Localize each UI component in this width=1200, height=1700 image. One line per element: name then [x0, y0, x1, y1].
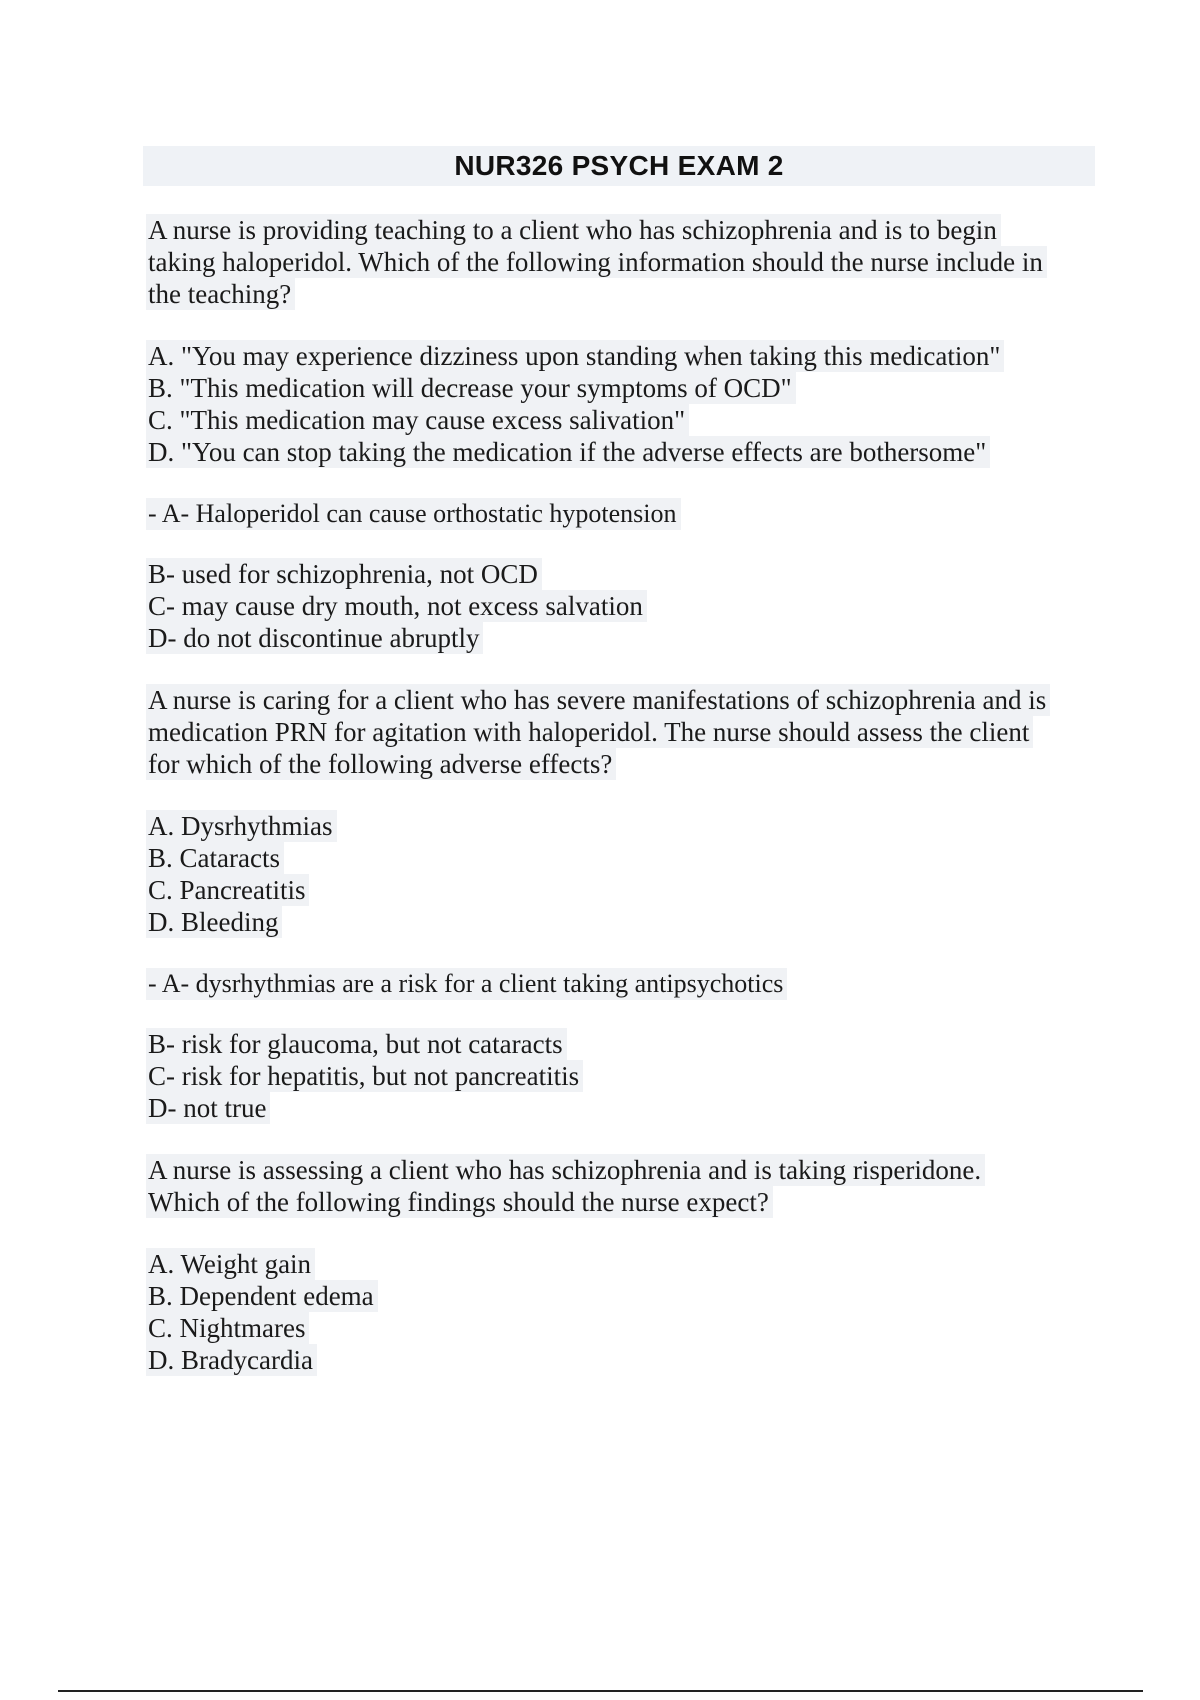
answer-option: B. Dependent edema — [146, 1280, 1096, 1312]
question-2-options — [146, 810, 1096, 938]
answer-option: D. Bradycardia — [146, 1344, 1096, 1376]
title-bar — [143, 146, 1095, 186]
rationale-line: C- risk for hepatitis, but not pancreatitis — [146, 1060, 1096, 1092]
rationale-line: D- do not discontinue abruptly — [146, 622, 1096, 654]
correct-answer: - A- dysrhythmias are a risk for a client taking antipsychotics — [146, 968, 1096, 1000]
answer-option: B. Cataracts — [146, 842, 1096, 874]
question-stem-line: Which of the following findings should the nurse expect? — [146, 1186, 1096, 1218]
question-stem-line: A nurse is assessing a client who has schizophrenia and is taking risperidone. — [146, 1154, 1096, 1186]
footer-divider — [58, 1690, 1143, 1692]
question-stem-line: the teaching? — [146, 278, 1096, 310]
question-1 — [146, 214, 1096, 310]
answer-option: C. Nightmares — [146, 1312, 1096, 1344]
answer-option: A. Dysrhythmias — [146, 810, 1096, 842]
document-body — [146, 214, 1096, 1376]
correct-answer: - A- Haloperidol can cause orthostatic hypotension — [146, 498, 1096, 530]
answer-option: C. Pancreatitis — [146, 874, 1096, 906]
answer-option: B. "This medication will decrease your symptoms of OCD" — [146, 372, 1096, 404]
rationale-line: D- not true — [146, 1092, 1096, 1124]
rationale-line: C- may cause dry mouth, not excess salvation — [146, 590, 1096, 622]
answer-option: D. "You can stop taking the medication if the adverse effects are bothersome" — [146, 436, 1096, 468]
question-stem-line: A nurse is providing teaching to a client who has schizophrenia and is to begin — [146, 214, 1096, 246]
answer-option: D. Bleeding — [146, 906, 1096, 938]
question-2 — [146, 684, 1096, 780]
answer-option: A. "You may experience dizziness upon standing when taking this medication" — [146, 340, 1096, 372]
rationale-line: B- risk for glaucoma, but not cataracts — [146, 1028, 1096, 1060]
question-2-rationales — [146, 1028, 1096, 1124]
answer-option: A. Weight gain — [146, 1248, 1096, 1280]
question-stem-line: medication PRN for agitation with haloperidol. The nurse should assess the client — [146, 716, 1096, 748]
page-title: NUR326 PSYCH EXAM 2 — [454, 150, 784, 181]
question-1-options — [146, 340, 1096, 468]
question-stem-line: taking haloperidol. Which of the following information should the nurse include in — [146, 246, 1096, 278]
question-stem-line: for which of the following adverse effects? — [146, 748, 1096, 780]
rationale-line: B- used for schizophrenia, not OCD — [146, 558, 1096, 590]
question-3 — [146, 1154, 1096, 1218]
question-3-options — [146, 1248, 1096, 1376]
question-stem-line: A nurse is caring for a client who has severe manifestations of schizophrenia and is — [146, 684, 1096, 716]
answer-option: C. "This medication may cause excess salivation" — [146, 404, 1096, 436]
question-1-rationales — [146, 558, 1096, 654]
